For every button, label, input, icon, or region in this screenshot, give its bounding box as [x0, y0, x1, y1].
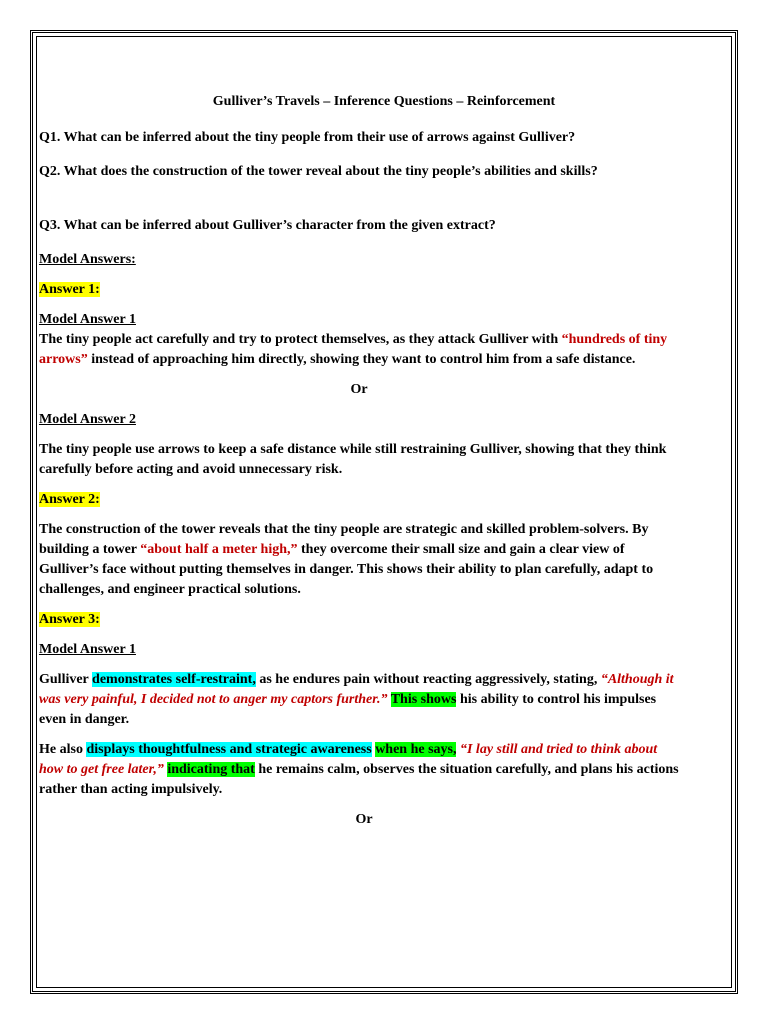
text-run: as he endures pain without reacting aggressively, stating, — [255, 672, 601, 687]
answer-3-label: Answer 3: — [39, 612, 100, 627]
answer-3-model-1-label: Model Answer 1 — [39, 642, 136, 657]
answer-1-model-1-text — [39, 330, 679, 370]
text-run: He also — [39, 742, 87, 757]
highlight-this-shows: This shows — [390, 692, 457, 707]
answer-2-label: Answer 2: — [39, 492, 100, 507]
text-run: his ability to control his impulses even in danger. — [39, 692, 657, 727]
text-run: The tiny people act carefully and try to protect themselves, as they attack Gulliver with — [39, 332, 562, 347]
text-run: instead of approaching him directly, showing they want to control him from a safe distance. — [87, 352, 636, 367]
model-answers-heading: Model Answers: — [39, 252, 136, 267]
quote-hundreds-arrows: “hundreds of tiny arrows” — [39, 332, 668, 367]
highlight-indicating-that: indicating that — [167, 762, 255, 777]
answer-3-paragraph-2 — [39, 740, 679, 800]
text-run: they overcome their small size and gain a clear view of Gulliver’s face without putting themselves in danger. This shows their ability to plan carefully, adapt to challenges, and engineer practical solutions. — [39, 542, 654, 597]
question-2: Q2. What does the construction of the tower reveal about the tiny people’s abilities and skills? — [39, 164, 598, 179]
quote-tower-height: “about half a meter high,” — [140, 542, 298, 557]
text-run: he remains calm, observes the situation carefully, and plans his actions rather than acting impulsively. — [39, 762, 679, 797]
highlight-thoughtfulness: displays thoughtfulness and strategic awareness — [86, 742, 372, 757]
document-title: Gulliver’s Travels – Inference Questions – Reinforcement — [212, 94, 556, 109]
answer-1-label: Answer 1: — [39, 282, 100, 297]
answer-2-text — [39, 520, 679, 600]
or-separator-1: Or — [350, 382, 368, 397]
question-3: Q3. What can be inferred about Gulliver’s character from the given extract? — [39, 218, 496, 233]
text-run: Gulliver — [39, 672, 93, 687]
answer-1-model-1-label: Model Answer 1 — [39, 312, 136, 327]
answer-1-model-2-label: Model Answer 2 — [39, 412, 136, 427]
highlight-self-restraint: demonstrates self-restraint, — [92, 672, 256, 687]
answer-3-paragraph-1 — [39, 670, 679, 730]
quote-painful: “Although it was very painful, I decided not to anger my captors further.” — [39, 672, 674, 707]
question-1: Q1. What can be inferred about the tiny people from their use of arrows against Gulliver? — [39, 130, 576, 145]
answer-1-model-2-text: The tiny people use arrows to keep a safe distance while still restraining Gulliver, showing that they think carefully before acting and avoid unnecessary risk. — [39, 442, 667, 477]
or-separator-2: Or — [355, 812, 373, 827]
quote-lay-still: “I lay still and tried to think about how to get free later,” — [39, 742, 658, 777]
highlight-when-he-says: when he says, — [375, 742, 457, 757]
document-body — [39, 92, 679, 830]
text-run: The construction of the tower reveals that the tiny people are strategic and skilled problem-solvers. By building a tower — [39, 522, 649, 557]
